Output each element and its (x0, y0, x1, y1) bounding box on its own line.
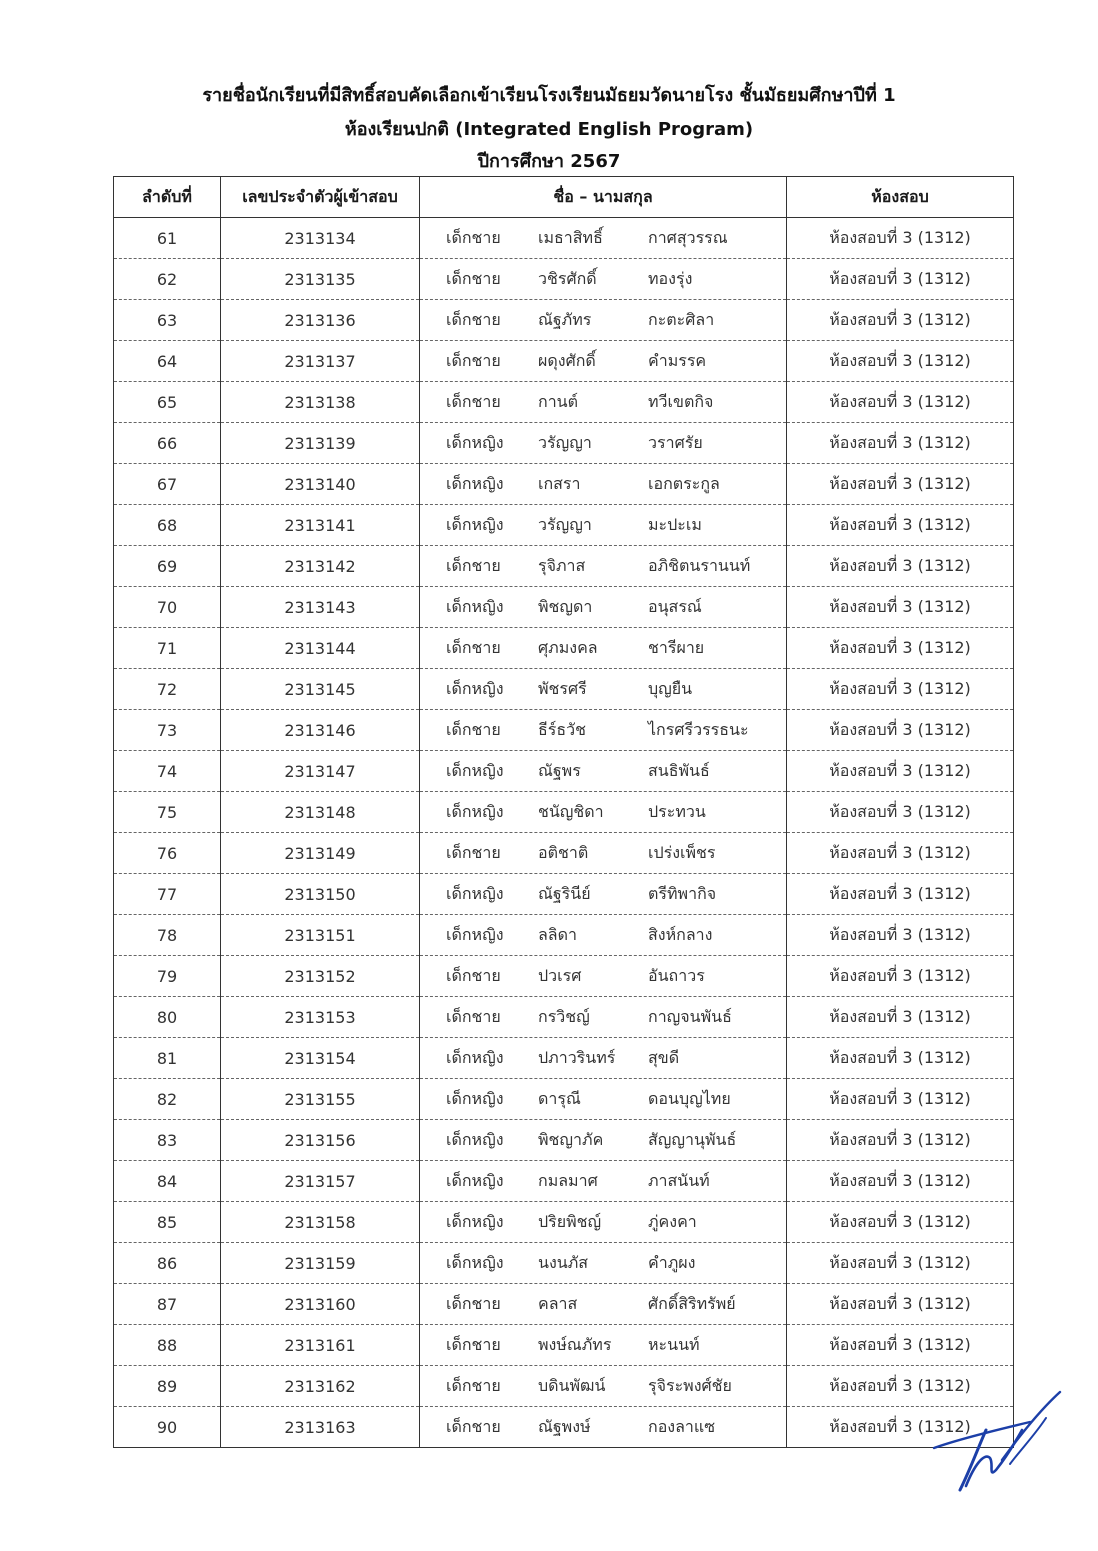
last-name: กองลาแซ (648, 1416, 716, 1436)
exam-id: 2313162 (221, 1366, 420, 1407)
row-number: 63 (114, 300, 221, 341)
name-prefix: เด็กชาย (446, 268, 501, 288)
table-row (114, 505, 1014, 546)
full-name-cell (420, 1079, 787, 1120)
first-name: ดารุณี (538, 1088, 581, 1108)
first-name: นงนภัส (538, 1252, 588, 1272)
name-prefix: เด็กชาย (446, 1293, 501, 1313)
first-name: ผดุงศักดิ์ (538, 350, 596, 370)
name-prefix: เด็กหญิง (446, 1252, 504, 1272)
full-name-cell (420, 628, 787, 669)
name-prefix: เด็กหญิง (446, 596, 504, 616)
exam-id: 2313148 (221, 792, 420, 833)
document-title: รายชื่อนักเรียนที่มีสิทธิ์สอบคัดเลือกเข้าเรียนโรงเรียนมัธยมวัดนายโรง ชั้นมัธยมศึกษาปีที่ 1 (202, 85, 896, 106)
full-name-cell (420, 792, 787, 833)
last-name: คำมรรค (648, 350, 707, 370)
table-row (114, 874, 1014, 915)
first-name: พัชรศรี (538, 678, 587, 698)
row-number: 82 (114, 1079, 221, 1120)
exam-room: ห้องสอบที่ 3 (1312) (787, 1325, 1014, 1366)
table-row (114, 218, 1014, 259)
table-row (114, 915, 1014, 956)
exam-id: 2313142 (221, 546, 420, 587)
exam-id: 2313159 (221, 1243, 420, 1284)
exam-id: 2313151 (221, 915, 420, 956)
row-number: 69 (114, 546, 221, 587)
signature-image (926, 1386, 1066, 1496)
exam-id: 2313136 (221, 300, 420, 341)
table-row (114, 833, 1014, 874)
row-number: 68 (114, 505, 221, 546)
exam-id: 2313155 (221, 1079, 420, 1120)
first-name: ปวเรศ (538, 965, 582, 985)
full-name-cell (420, 300, 787, 341)
exam-room: ห้องสอบที่ 3 (1312) (787, 833, 1014, 874)
first-name: พิชญาภัค (538, 1129, 604, 1149)
exam-id: 2313150 (221, 874, 420, 915)
full-name-cell (420, 341, 787, 382)
row-number: 83 (114, 1120, 221, 1161)
table-row (114, 1325, 1014, 1366)
table-row (114, 1202, 1014, 1243)
exam-room: ห้องสอบที่ 3 (1312) (787, 751, 1014, 792)
last-name: กะตะศิลา (648, 309, 715, 329)
table-row (114, 1079, 1014, 1120)
full-name-cell (420, 1161, 787, 1202)
name-prefix: เด็กหญิง (446, 1211, 504, 1231)
first-name: วรัญญา (538, 432, 592, 452)
first-name: ลลิดา (538, 924, 577, 944)
table-header-row (114, 177, 1014, 218)
last-name: ประทวน (648, 801, 706, 821)
name-prefix: เด็กชาย (446, 555, 501, 575)
row-number: 75 (114, 792, 221, 833)
first-name: วชิรศักดิ์ (538, 268, 597, 288)
last-name: คำภูผง (648, 1252, 696, 1272)
exam-room: ห้องสอบที่ 3 (1312) (787, 341, 1014, 382)
last-name: อนุสรณ์ (648, 596, 702, 616)
last-name: สุขดี (648, 1047, 680, 1067)
first-name: ณัฐรินีย์ (538, 883, 591, 903)
full-name-cell (420, 1243, 787, 1284)
row-number: 77 (114, 874, 221, 915)
exam-room: ห้องสอบที่ 3 (1312) (787, 628, 1014, 669)
exam-id: 2313143 (221, 587, 420, 628)
exam-id: 2313137 (221, 341, 420, 382)
exam-room: ห้องสอบที่ 3 (1312) (787, 300, 1014, 341)
last-name: สัญญานุพันธ์ (648, 1129, 737, 1149)
exam-id: 2313161 (221, 1325, 420, 1366)
full-name-cell (420, 505, 787, 546)
last-name: ตรีทิพากิจ (648, 883, 717, 903)
full-name-cell (420, 1202, 787, 1243)
exam-room: ห้องสอบที่ 3 (1312) (787, 423, 1014, 464)
first-name: พิชญดา (538, 596, 593, 616)
name-prefix: เด็กหญิง (446, 1129, 504, 1149)
first-name: ธีร์ธวัช (538, 719, 586, 739)
last-name: บุญยืน (648, 678, 693, 698)
name-prefix: เด็กชาย (446, 719, 501, 739)
exam-id: 2313160 (221, 1284, 420, 1325)
exam-room: ห้องสอบที่ 3 (1312) (787, 915, 1014, 956)
row-number: 90 (114, 1407, 221, 1448)
exam-room: ห้องสอบที่ 3 (1312) (787, 1243, 1014, 1284)
table-row (114, 1161, 1014, 1202)
exam-room: ห้องสอบที่ 3 (1312) (787, 464, 1014, 505)
first-name: รุจิภาส (538, 555, 586, 575)
last-name: หะนนท์ (648, 1334, 700, 1354)
last-name: กาศสุวรรณ (648, 227, 728, 247)
full-name-cell (420, 218, 787, 259)
exam-room: ห้องสอบที่ 3 (1312) (787, 792, 1014, 833)
exam-room: ห้องสอบที่ 3 (1312) (787, 997, 1014, 1038)
name-prefix: เด็กหญิง (446, 1170, 504, 1190)
name-prefix: เด็กหญิง (446, 678, 504, 698)
full-name-cell (420, 587, 787, 628)
header-exam-id: เลขประจำตัวผู้เข้าสอบ (221, 177, 420, 218)
full-name-cell (420, 751, 787, 792)
full-name-cell (420, 1120, 787, 1161)
full-name-cell (420, 833, 787, 874)
name-prefix: เด็กชาย (446, 227, 501, 247)
exam-room: ห้องสอบที่ 3 (1312) (787, 1038, 1014, 1079)
row-number: 61 (114, 218, 221, 259)
table-row (114, 751, 1014, 792)
first-name: กมลมาศ (538, 1170, 598, 1190)
full-name-cell (420, 1407, 787, 1448)
last-name: ชารีผาย (648, 637, 705, 657)
last-name: ภาสนันท์ (648, 1170, 710, 1190)
name-prefix: เด็กหญิง (446, 924, 504, 944)
first-name: กรวิชญ์ (538, 1006, 590, 1026)
name-prefix: เด็กหญิง (446, 1047, 504, 1067)
first-name: วรัญญา (538, 514, 592, 534)
header-no: ลำดับที่ (114, 177, 221, 218)
first-name: ณัฐพงษ์ (538, 1416, 591, 1436)
name-prefix: เด็กชาย (446, 391, 501, 411)
table-row (114, 423, 1014, 464)
row-number: 87 (114, 1284, 221, 1325)
exam-id: 2313147 (221, 751, 420, 792)
table-row (114, 382, 1014, 423)
last-name: ดอนบุญไทย (648, 1088, 731, 1108)
exam-id: 2313135 (221, 259, 420, 300)
row-number: 62 (114, 259, 221, 300)
name-prefix: เด็กชาย (446, 1375, 501, 1395)
row-number: 81 (114, 1038, 221, 1079)
exam-id: 2313140 (221, 464, 420, 505)
first-name: ณัฐภัทร (538, 309, 592, 329)
table-body (114, 218, 1014, 1448)
first-name: เมธาสิทธิ์ (538, 227, 603, 247)
exam-room: ห้องสอบที่ 3 (1312) (787, 1284, 1014, 1325)
first-name: ศุภมงคล (538, 637, 598, 657)
exam-id: 2313154 (221, 1038, 420, 1079)
last-name: สนธิพันธ์ (648, 760, 710, 780)
table-row (114, 1366, 1014, 1407)
last-name: เปร่งเพ็ชร (648, 842, 716, 862)
exam-id: 2313145 (221, 669, 420, 710)
exam-id: 2313138 (221, 382, 420, 423)
first-name: อติชาติ (538, 842, 589, 862)
header-exam-room: ห้องสอบ (787, 177, 1014, 218)
table-row (114, 1243, 1014, 1284)
table-row (114, 1284, 1014, 1325)
full-name-cell (420, 710, 787, 751)
first-name: พงษ์ณภัทร (538, 1334, 612, 1354)
exam-id: 2313134 (221, 218, 420, 259)
exam-room: ห้องสอบที่ 3 (1312) (787, 382, 1014, 423)
last-name: ศักดิ์สิริทรัพย์ (648, 1293, 736, 1313)
exam-id: 2313152 (221, 956, 420, 997)
table-row (114, 669, 1014, 710)
exam-room: ห้องสอบที่ 3 (1312) (787, 1161, 1014, 1202)
table-row (114, 1038, 1014, 1079)
table-row (114, 341, 1014, 382)
last-name: รุจิระพงศ์ชัย (648, 1375, 732, 1395)
full-name-cell (420, 1284, 787, 1325)
full-name-cell (420, 382, 787, 423)
table-row (114, 587, 1014, 628)
row-number: 73 (114, 710, 221, 751)
exam-id: 2313141 (221, 505, 420, 546)
exam-id: 2313153 (221, 997, 420, 1038)
table-row (114, 628, 1014, 669)
exam-room: ห้องสอบที่ 3 (1312) (787, 874, 1014, 915)
last-name: อันถาวร (648, 965, 705, 985)
full-name-cell (420, 259, 787, 300)
exam-id: 2313156 (221, 1120, 420, 1161)
last-name: สิงห์กลาง (648, 924, 713, 944)
exam-id: 2313146 (221, 710, 420, 751)
table-row (114, 997, 1014, 1038)
student-roster-table (113, 176, 1014, 1448)
exam-id: 2313157 (221, 1161, 420, 1202)
full-name-cell (420, 1325, 787, 1366)
table-row (114, 1407, 1014, 1448)
row-number: 76 (114, 833, 221, 874)
row-number: 64 (114, 341, 221, 382)
exam-room: ห้องสอบที่ 3 (1312) (787, 218, 1014, 259)
first-name: กานต์ (538, 391, 578, 411)
table-row (114, 546, 1014, 587)
header-full-name: ชื่อ – นามสกุล (420, 177, 787, 218)
full-name-cell (420, 956, 787, 997)
program-subtitle: ห้องเรียนปกติ (Integrated English Program) (344, 119, 754, 140)
exam-room: ห้องสอบที่ 3 (1312) (787, 587, 1014, 628)
row-number: 67 (114, 464, 221, 505)
exam-room: ห้องสอบที่ 3 (1312) (787, 1407, 1014, 1448)
name-prefix: เด็กชาย (446, 965, 501, 985)
last-name: ทวีเขตกิจ (648, 391, 714, 411)
name-prefix: เด็กชาย (446, 309, 501, 329)
full-name-cell (420, 997, 787, 1038)
last-name: ภู่คงคา (648, 1211, 697, 1231)
full-name-cell (420, 669, 787, 710)
table-row (114, 464, 1014, 505)
first-name: ปริยพิชญ์ (538, 1211, 602, 1231)
name-prefix: เด็กหญิง (446, 760, 504, 780)
academic-year: ปีการศึกษา 2567 (477, 151, 621, 172)
full-name-cell (420, 1366, 787, 1407)
last-name: มะปะเม (648, 514, 702, 534)
name-prefix: เด็กชาย (446, 1334, 501, 1354)
row-number: 66 (114, 423, 221, 464)
first-name: คลาส (538, 1293, 578, 1313)
last-name: วราศรัย (648, 432, 703, 452)
row-number: 78 (114, 915, 221, 956)
table-row (114, 300, 1014, 341)
table-row (114, 1120, 1014, 1161)
table-row (114, 710, 1014, 751)
row-number: 74 (114, 751, 221, 792)
first-name: ปภาวรินทร์ (538, 1047, 616, 1067)
name-prefix: เด็กชาย (446, 1416, 501, 1436)
last-name: ไกรศรีวรรธนะ (648, 719, 749, 739)
full-name-cell (420, 1038, 787, 1079)
name-prefix: เด็กหญิง (446, 432, 504, 452)
table-row (114, 259, 1014, 300)
name-prefix: เด็กชาย (446, 637, 501, 657)
first-name: ชนัญชิดา (538, 801, 604, 821)
exam-room: ห้องสอบที่ 3 (1312) (787, 1120, 1014, 1161)
exam-room: ห้องสอบที่ 3 (1312) (787, 1366, 1014, 1407)
row-number: 65 (114, 382, 221, 423)
row-number: 70 (114, 587, 221, 628)
row-number: 86 (114, 1243, 221, 1284)
name-prefix: เด็กชาย (446, 842, 501, 862)
row-number: 88 (114, 1325, 221, 1366)
row-number: 84 (114, 1161, 221, 1202)
row-number: 85 (114, 1202, 221, 1243)
row-number: 80 (114, 997, 221, 1038)
full-name-cell (420, 915, 787, 956)
full-name-cell (420, 874, 787, 915)
exam-id: 2313149 (221, 833, 420, 874)
first-name: ณัฐพร (538, 760, 581, 780)
last-name: ทองรุ่ง (648, 268, 693, 288)
full-name-cell (420, 464, 787, 505)
last-name: อภิชิตนรานนท์ (648, 555, 751, 575)
last-name: เอกตระกูล (648, 473, 720, 493)
row-number: 72 (114, 669, 221, 710)
name-prefix: เด็กชาย (446, 350, 501, 370)
row-number: 79 (114, 956, 221, 997)
name-prefix: เด็กหญิง (446, 883, 504, 903)
exam-room: ห้องสอบที่ 3 (1312) (787, 546, 1014, 587)
exam-id: 2313144 (221, 628, 420, 669)
first-name: บดินพัฒน์ (538, 1375, 606, 1395)
table-row (114, 956, 1014, 997)
exam-room: ห้องสอบที่ 3 (1312) (787, 669, 1014, 710)
exam-id: 2313158 (221, 1202, 420, 1243)
name-prefix: เด็กหญิง (446, 473, 504, 493)
row-number: 71 (114, 628, 221, 669)
exam-room: ห้องสอบที่ 3 (1312) (787, 1079, 1014, 1120)
name-prefix: เด็กหญิง (446, 801, 504, 821)
exam-room: ห้องสอบที่ 3 (1312) (787, 710, 1014, 751)
full-name-cell (420, 423, 787, 464)
last-name: กาญจนพันธ์ (648, 1006, 732, 1026)
exam-id: 2313139 (221, 423, 420, 464)
exam-room: ห้องสอบที่ 3 (1312) (787, 259, 1014, 300)
exam-room: ห้องสอบที่ 3 (1312) (787, 1202, 1014, 1243)
name-prefix: เด็กหญิง (446, 1088, 504, 1108)
exam-room: ห้องสอบที่ 3 (1312) (787, 505, 1014, 546)
full-name-cell (420, 546, 787, 587)
first-name: เกสรา (538, 473, 581, 493)
exam-id: 2313163 (221, 1407, 420, 1448)
table-row (114, 792, 1014, 833)
exam-room: ห้องสอบที่ 3 (1312) (787, 956, 1014, 997)
name-prefix: เด็กหญิง (446, 514, 504, 534)
row-number: 89 (114, 1366, 221, 1407)
name-prefix: เด็กชาย (446, 1006, 501, 1026)
